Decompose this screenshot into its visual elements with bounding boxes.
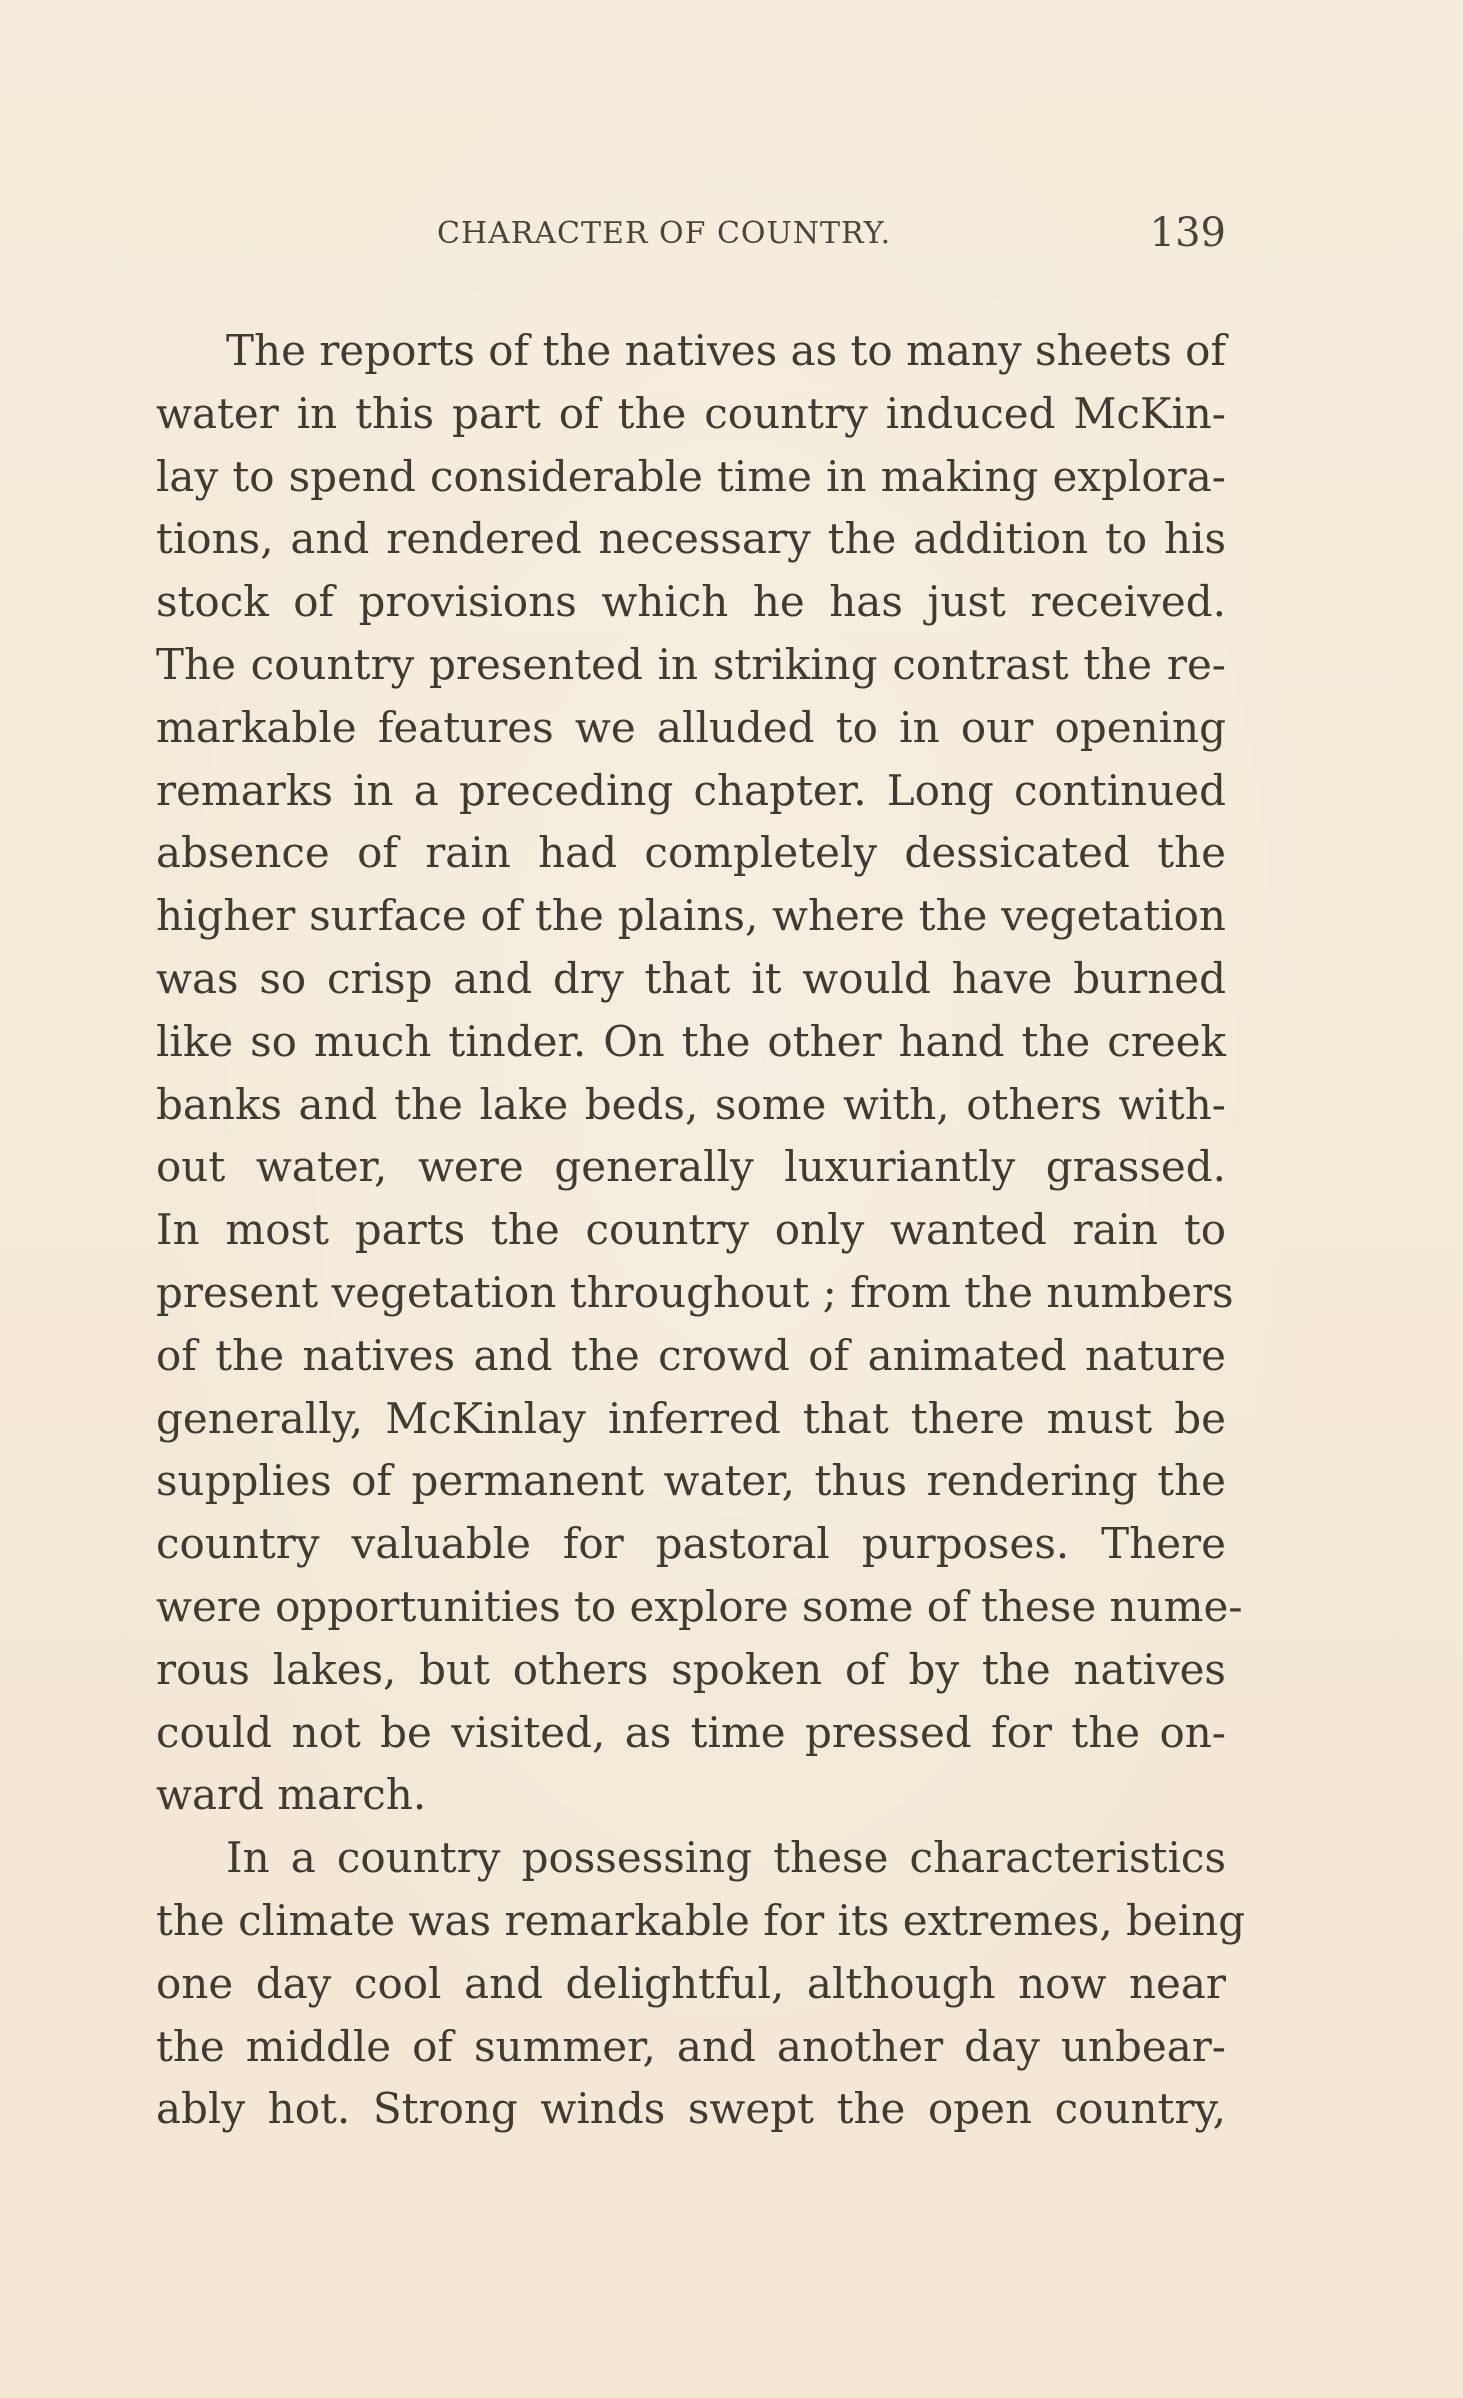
text-line: water in this part of the country induced McKin- [156,388,1226,438]
running-head [156,210,1226,260]
text-line: rous lakes, but others spoken of by the natives [156,1644,1226,1694]
text-line: were opportunities to explore some of these nume- [156,1581,1243,1631]
text-line: could not be visited, as time pressed for the on- [156,1707,1226,1757]
text-line: remarks in a preceding chapter. Long continued [156,765,1226,815]
text-line: like so much tinder. On the other hand the creek [156,1016,1226,1066]
text-line: tions, and rendered necessary the addition to his [156,514,1226,564]
text-line: stock of provisions which he has just received. [156,577,1226,627]
text-line: The country presented in striking contrast the re- [156,639,1226,689]
text-line: In most parts the country only wanted rain to [156,1205,1226,1255]
text-line: the middle of summer, and another day unbear- [156,2021,1226,2071]
text-line: ably hot. Strong winds swept the open country, [156,2084,1226,2134]
text-line: In a country possessing these characteristics [226,1833,1226,1883]
text-line: The reports of the natives as to many sheets of [226,326,1226,375]
text-line: out water, were generally luxuriantly grassed. [156,1142,1226,1192]
text-line: country valuable for pastoral purposes. There [156,1519,1226,1569]
body-text [156,320,1246,2141]
text-line: banks and the lake beds, some with, others with- [156,1079,1226,1129]
text-line: one day cool and delightful, although now near [156,1958,1226,2008]
page-number: 139 [1149,210,1226,256]
text-line: ward march. [156,1770,427,1820]
text-line: absence of rain had completely dessicated the [156,828,1226,878]
text-line: present vegetation throughout ; from the numbers [156,1267,1234,1317]
text-line: of the natives and the crowd of animated nature [156,1330,1226,1380]
text-line: generally, McKinlay inferred that there must be [156,1393,1226,1443]
text-line: supplies of permanent water, thus rendering the [156,1456,1226,1506]
text-line: markable features we alluded to in our opening [156,702,1226,752]
text-line: was so crisp and dry that it would have burned [156,953,1226,1003]
text-line: the climate was remarkable for its extremes, being [156,1895,1246,1945]
text-line: higher surface of the plains, where the vegetation [156,891,1226,941]
running-title: CHARACTER OF COUNTRY. [437,216,892,251]
text-line: lay to spend considerable time in making explora- [156,451,1226,501]
